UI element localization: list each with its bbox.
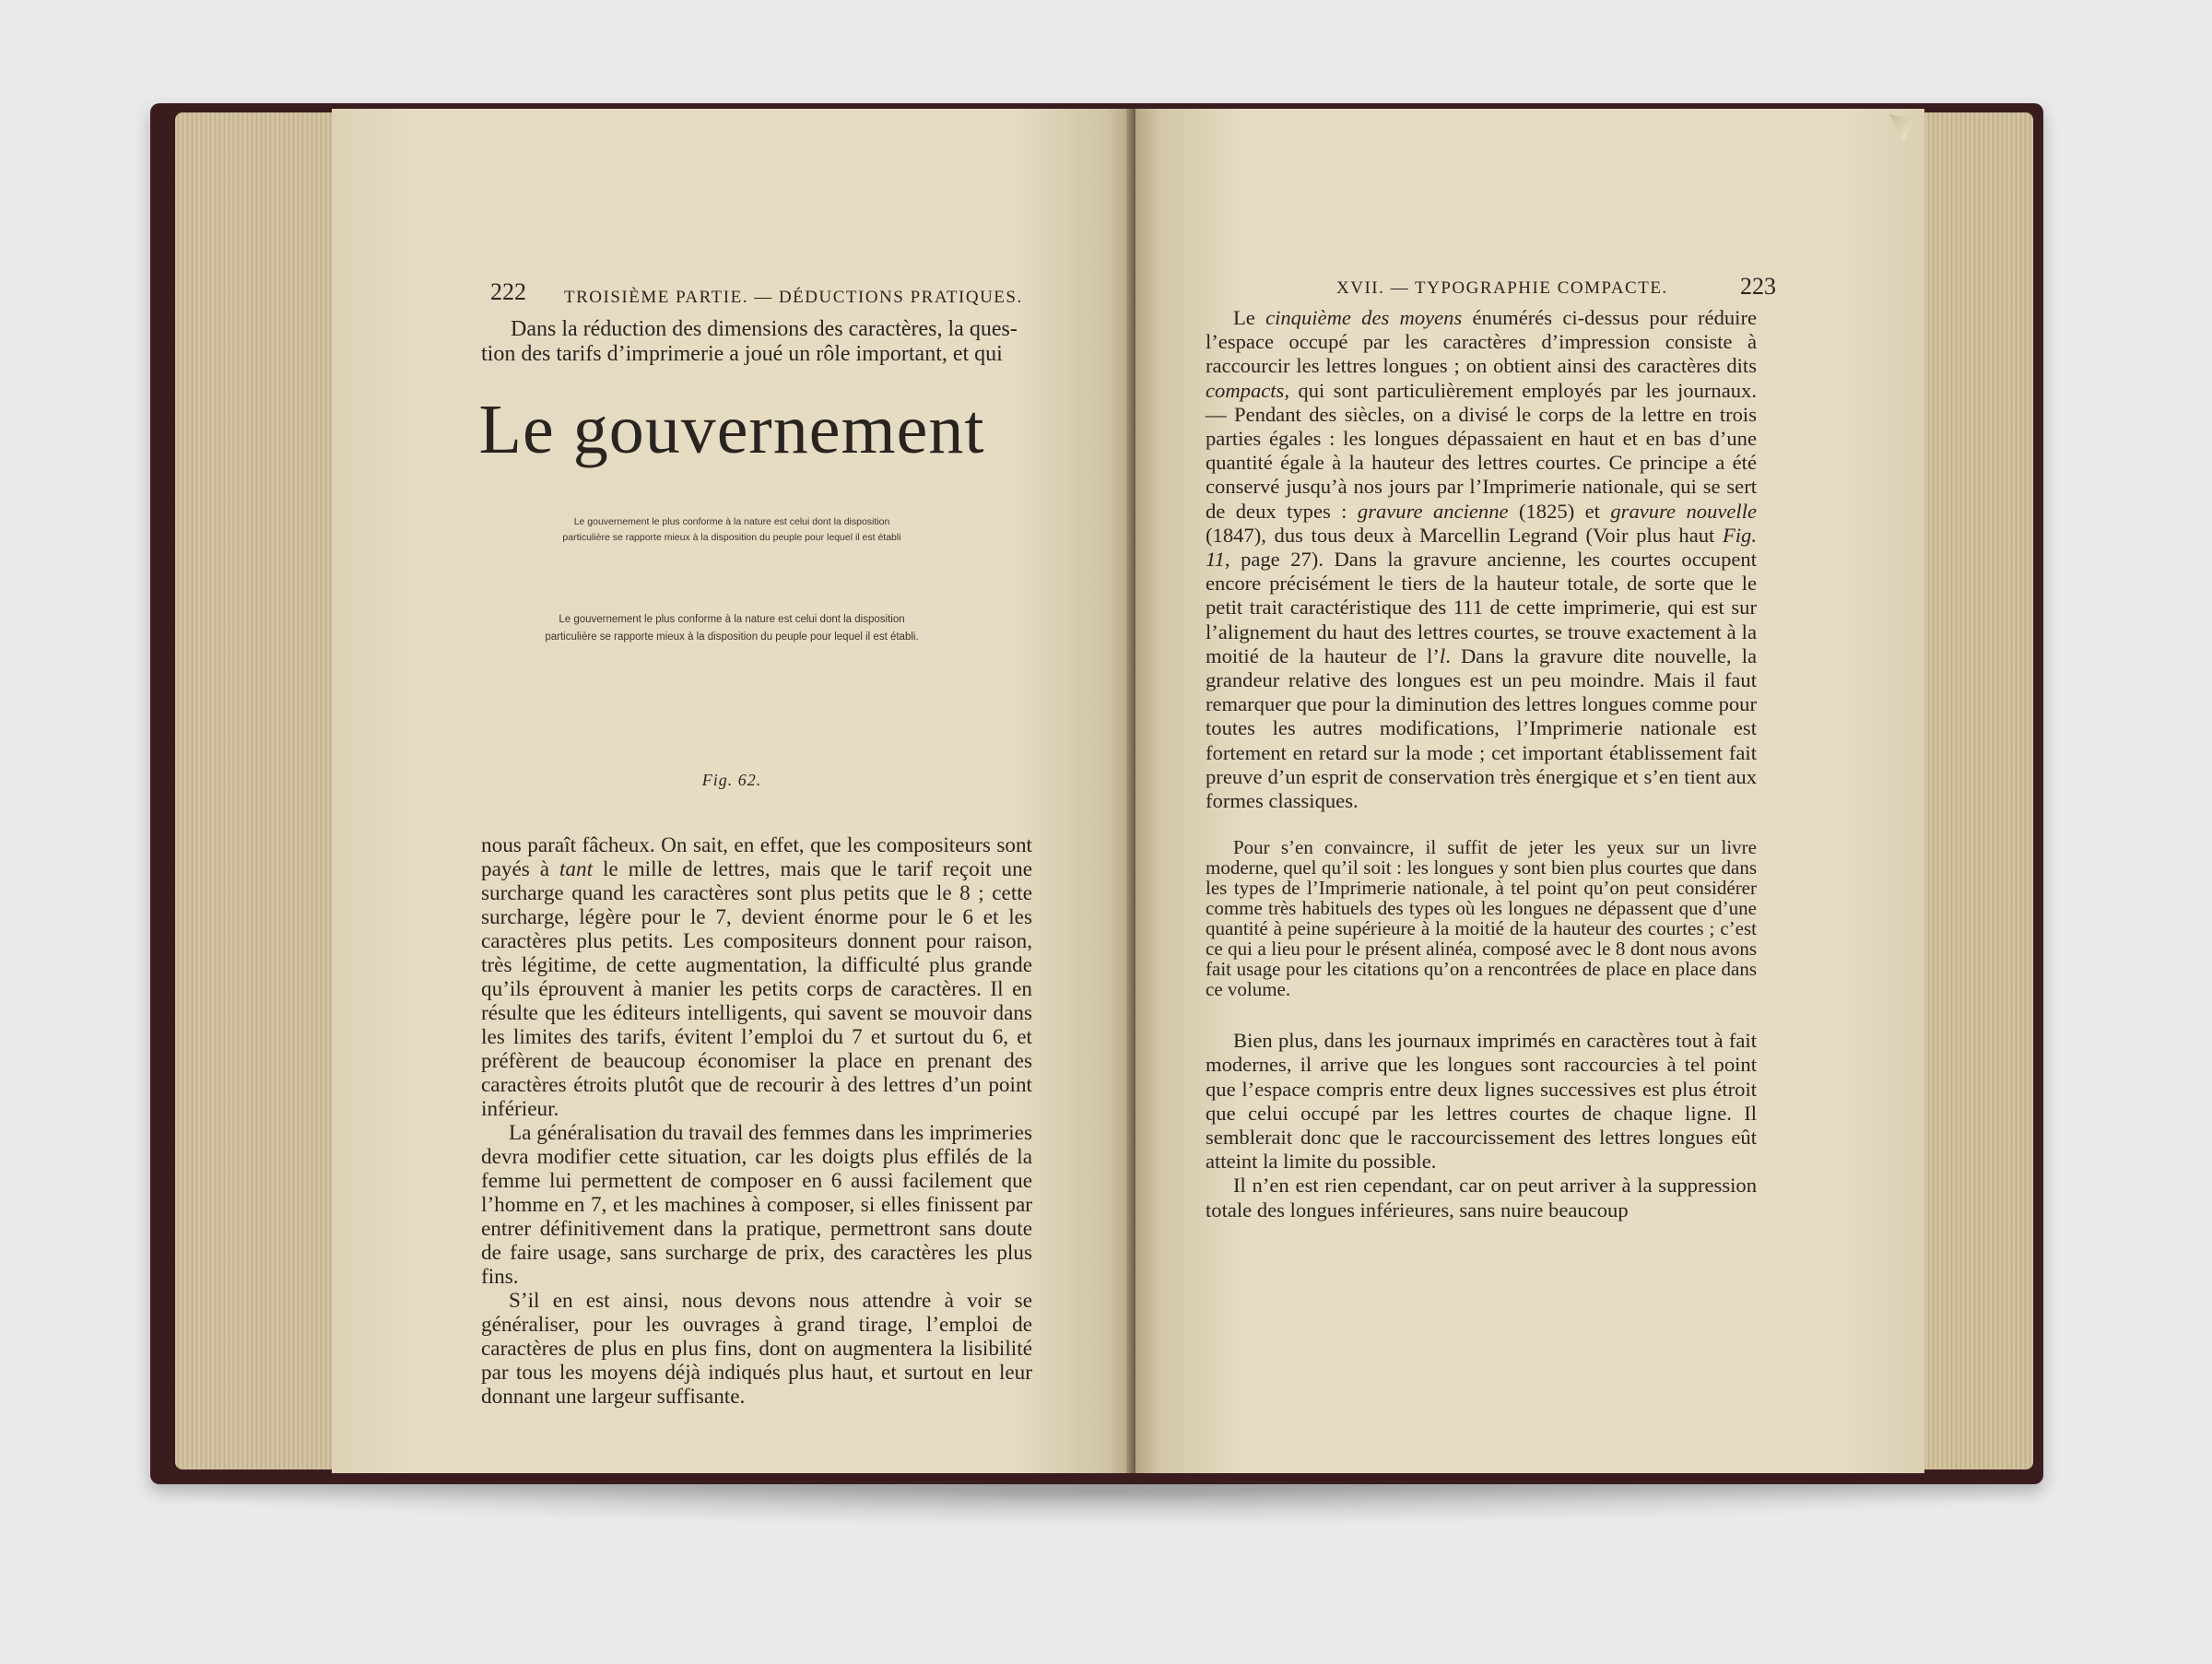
intro-line-1: Dans la réduction des dimensions des caractères, la ques- bbox=[511, 317, 1018, 341]
specimen-title: Le gouvernement bbox=[478, 391, 985, 468]
left-page-edges bbox=[175, 112, 334, 1469]
running-head: XVII. — TYPOGRAPHIE COMPACTE. bbox=[1336, 278, 1668, 298]
specimen-a-line-2: particulière se rapporte mieux à la disposition du peuple pour lequel il est établi bbox=[562, 532, 901, 543]
running-head: TROISIÈME PARTIE. — DÉDUCTIONS PRATIQUES. bbox=[564, 288, 1023, 307]
page-number: 223 bbox=[1740, 273, 1776, 300]
specimen-b-line-1: Le gouvernement le plus conforme à la nature est celui dont la disposition bbox=[559, 614, 905, 625]
specimen-block-b bbox=[332, 611, 1132, 646]
figure-caption: Fig. 62. bbox=[701, 771, 762, 789]
paragraph: S’il en est ainsi, nous devons nous attendre à voir se généraliser, pour les ouvrages à grand tirage, l’emploi de caractères de plus en plus fins, dont on augmentera la lisibilité par tous les moyens déjà indiqués plus haut, et surtout en leur donnant une largeur suffisante. bbox=[481, 1289, 1032, 1409]
paragraph: Le cinquième des moyens énumérés ci-dessus pour réduire l’espace occupé par les caractères d’impression consiste à raccourcir les lettres longues ; on obtient ainsi des caractères dits compacts, qui sont particulièrement employés par les journaux. — Pendant des siècles, on a divisé le corps de la lettre en trois parties égales : les longues dépassaient en haut et en bas d’une quantité égale à la hauteur des lettres courtes. Ce principe a été conservé jusqu’à nos jours par l’Imprimerie nationale, qui se sert de deux types : gravure ancienne (1825) et gravure nouvelle (1847), dus tous deux à Marcellin Legrand (Voir plus haut Fig. 11, page 27). Dans la gravure ancienne, les courtes occupent encore précisément le tiers de la hauteur totale, de sorte que le petit trait caractéristique des 111 de cette imprimerie, qui est sur l’alignement du haut des lettres courtes, se trouve exactement à la moitié de la hauteur de l’l. Dans la gravure dite nouvelle, la grandeur relative des longues est un peu moindre. Mais il faut remarquer que pour la diminution des lettres longues comme pour toutes les autres modifications, l’Imprimerie nationale est fortement en retard sur la mode ; cet important établissement fait preuve d’un esprit de conservation très énergique et s’en tient aux formes classiques. bbox=[1206, 306, 1758, 813]
paragraph: La généralisation du travail des femmes dans les imprimeries devra modifier cette situation, car les doigts plus effilés de la femme lui permettent de composer en 6 aussi facilement que l’homme en 7, et les machines à composer, si elles finissent par entrer définitivement dans la pratique, permettront sans doute de faire usage, sans surcharge de prix, des caractères les plus fins. bbox=[481, 1121, 1032, 1289]
left-body-text bbox=[481, 833, 1032, 1409]
right-page-edges bbox=[1921, 112, 2033, 1469]
specimen-b-line-2: particulière se rapporte mieux à la disposition du peuple pour lequel il est établi. bbox=[545, 631, 919, 643]
specimen-a-line-1: Le gouvernement le plus conforme à la nature est celui dont la disposition bbox=[573, 516, 890, 527]
intro-line-2: tion des tarifs d’imprimerie a joué un rôle important, et qui bbox=[481, 342, 1003, 366]
intro-text bbox=[481, 317, 1032, 367]
paragraph: Bien plus, dans les journaux imprimés en caractères tout à fait modernes, il arrive que les longues sont raccourcies à tel point que l’espace compris entre deux lignes successives est plus étroit que celui occupé par les lettres courtes de chaque ligne. Il semblerait donc que le raccourcissement des lettres longues eût atteint la limite du possible. bbox=[1206, 1029, 1757, 1174]
right-body-text bbox=[1206, 306, 1757, 1222]
right-page bbox=[1135, 109, 1924, 1473]
paragraph-small-type: Pour s’en convaincre, il suffit de jeter les yeux sur un livre moderne, quel qu’il soit : les longues y sont bien plus courtes que dans les types de l’Imprimerie nationale, à tel point qu’on peut considérer comme très habituels des types où les longues ne dépassent que d’une quantité à peine supérieure à la moitié de la hauteur des courtes ; c’est ce qui a lieu pour le présent alinéa, composé avec le 8 dont nous avons fait usage pour les citations qu’on a rencontrées de place en place dans ce volume. bbox=[1206, 836, 1757, 1001]
left-page bbox=[332, 109, 1132, 1473]
paragraph: nous paraît fâcheux. On sait, en effet, que les compositeurs sont payés à tant le mille de lettres, mais que le tarif reçoit une surcharge quand les caractères sont plus petits que le 8 ; cette surcharge, légère pour le 7, devient énorme pour le 6 et les caractères plus petits. Les compositeurs donnent pour raison, très légitime, de cette augmentation, la difficulté plus grande qu’ils éprouvent à manier les petits corps de caractères. Il en résulte que les éditeurs intelligents, qui savent se mouvoir dans les limites des tarifs, évitent l’emploi du 7 et surtout du 6, et préfèrent de beaucoup économiser la place en prenant des caractères étroits plutôt que de recourir à des lettres d’un point inférieur. bbox=[481, 833, 1032, 1121]
paragraph: Il n’en est rien cependant, car on peut arriver à la suppression totale des longues inférieures, sans nuire beaucoup bbox=[1206, 1174, 1757, 1221]
page-number: 222 bbox=[490, 278, 526, 305]
specimen-block-a bbox=[332, 514, 1132, 546]
